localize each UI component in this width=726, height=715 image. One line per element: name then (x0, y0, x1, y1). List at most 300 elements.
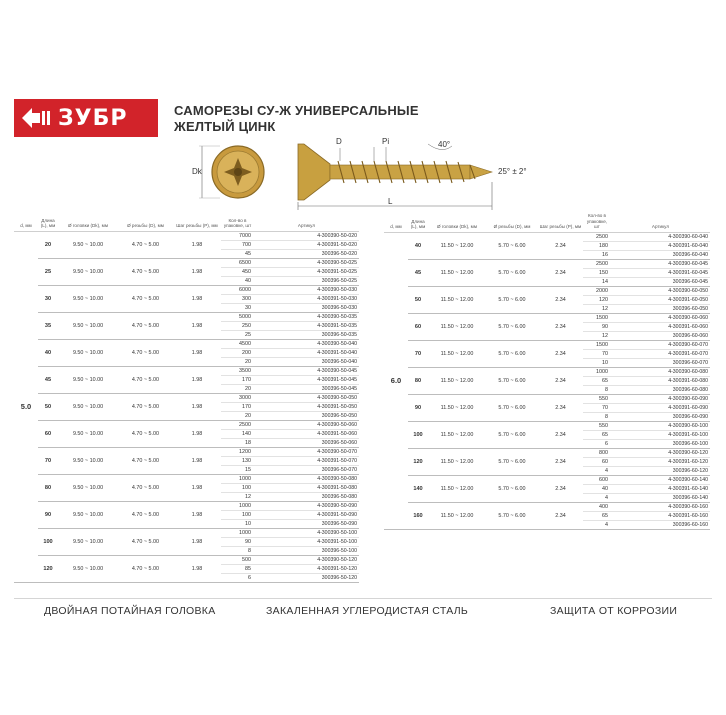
article-cell: 4-300390-50-040 (254, 339, 359, 348)
article-cell: 300396-50-090 (254, 519, 359, 528)
thread-diameter-cell: 4.70 ~ 5.00 (118, 339, 173, 366)
quantity-cell: 1000 (583, 367, 611, 376)
article-cell: 300396-50-060 (254, 438, 359, 447)
head-diameter-cell: 11.50 ~ 12.00 (428, 448, 486, 475)
table-row (384, 232, 710, 241)
table-row (384, 286, 710, 295)
quantity-cell: 14 (583, 277, 611, 286)
header-cell: Шаг резьбы (P), мм (173, 213, 221, 231)
header-cell: Кол-во в упаковке, шт (221, 213, 254, 231)
thread-diameter-cell: 4.70 ~ 5.00 (118, 231, 173, 258)
pi-label: Pi (382, 137, 390, 146)
quantity-cell: 20 (221, 357, 254, 366)
length-cell: 50 (408, 286, 428, 313)
quantity-cell: 10 (583, 358, 611, 367)
head-diameter-cell: 11.50 ~ 12.00 (428, 394, 486, 421)
pitch-cell: 2.34 (538, 313, 583, 340)
quantity-cell: 90 (221, 537, 254, 546)
article-cell: 4-300391-50-040 (254, 348, 359, 357)
header-cell: d, мм (384, 213, 408, 232)
article-cell: 4-300391-60-120 (611, 457, 710, 466)
article-cell: 300396-50-030 (254, 303, 359, 312)
table-row (14, 339, 359, 348)
quantity-cell: 700 (221, 240, 254, 249)
quantity-cell: 140 (221, 429, 254, 438)
angle-label: 40° (438, 140, 451, 149)
quantity-cell: 30 (221, 303, 254, 312)
article-cell: 300396-60-060 (611, 331, 710, 340)
head-diameter-cell: 9.50 ~ 10.00 (58, 285, 118, 312)
article-cell: 4-300390-60-070 (611, 340, 710, 349)
article-cell: 300396-50-040 (254, 357, 359, 366)
quantity-cell: 6500 (221, 258, 254, 267)
article-cell: 300396-60-140 (611, 493, 710, 502)
length-cell: 140 (408, 475, 428, 502)
article-cell: 300396-60-080 (611, 385, 710, 394)
quantity-cell: 2500 (583, 259, 611, 268)
article-cell: 4-300391-60-050 (611, 295, 710, 304)
quantity-cell: 90 (583, 322, 611, 331)
header-cell: Кол-во в упаковке, шт (583, 213, 611, 232)
quantity-cell: 1000 (221, 474, 254, 483)
length-cell: 30 (38, 285, 58, 312)
thread-diameter-cell: 5.70 ~ 6.00 (486, 367, 538, 394)
quantity-cell: 6 (221, 573, 254, 582)
length-cell: 40 (38, 339, 58, 366)
head-diameter-cell: 11.50 ~ 12.00 (428, 367, 486, 394)
length-cell: 45 (408, 259, 428, 286)
quantity-cell: 3000 (221, 393, 254, 402)
table-header-row (14, 213, 359, 231)
article-cell: 4-300390-50-100 (254, 528, 359, 537)
table-row (384, 259, 710, 268)
article-cell: 4-300391-60-045 (611, 268, 710, 277)
article-cell: 300396-50-120 (254, 573, 359, 582)
pitch-cell: 1.98 (173, 420, 221, 447)
article-cell: 300396-60-160 (611, 520, 710, 529)
header-cell: Длина (L), мм (408, 213, 428, 232)
quantity-cell: 2000 (583, 286, 611, 295)
header-cell: Артикул (611, 213, 710, 232)
thread-diameter-cell: 5.70 ~ 6.00 (486, 448, 538, 475)
quantity-cell: 6 (583, 439, 611, 448)
length-cell: 35 (38, 312, 58, 339)
thread-diameter-cell: 4.70 ~ 5.00 (118, 528, 173, 555)
article-cell: 4-300390-60-120 (611, 448, 710, 457)
header-cell: Ø резьбы (D), мм (486, 213, 538, 232)
thread-diameter-cell: 5.70 ~ 6.00 (486, 313, 538, 340)
thread-diameter-cell: 5.70 ~ 6.00 (486, 286, 538, 313)
quantity-cell: 16 (583, 250, 611, 259)
quantity-cell: 500 (221, 555, 254, 564)
head-diameter-cell: 9.50 ~ 10.00 (58, 258, 118, 285)
article-cell: 4-300390-50-080 (254, 474, 359, 483)
article-cell: 4-300391-50-045 (254, 375, 359, 384)
article-cell: 4-300391-60-140 (611, 484, 710, 493)
quantity-cell: 130 (221, 456, 254, 465)
table-row (384, 475, 710, 484)
article-cell: 300396-50-080 (254, 492, 359, 501)
thread-diameter-cell: 4.70 ~ 5.00 (118, 312, 173, 339)
table-row (14, 258, 359, 267)
quantity-cell: 170 (221, 375, 254, 384)
quantity-cell: 250 (221, 321, 254, 330)
quantity-cell: 12 (583, 331, 611, 340)
thread-diameter-cell: 5.70 ~ 6.00 (486, 421, 538, 448)
table-row (14, 231, 359, 240)
length-cell: 70 (38, 447, 58, 474)
head-diameter-cell: 11.50 ~ 12.00 (428, 340, 486, 367)
thread-diameter-cell: 4.70 ~ 5.00 (118, 420, 173, 447)
article-cell: 4-300390-60-045 (611, 259, 710, 268)
article-cell: 300396-60-070 (611, 358, 710, 367)
quantity-cell: 550 (583, 394, 611, 403)
pitch-cell: 1.98 (173, 258, 221, 285)
length-cell: 120 (38, 555, 58, 582)
quantity-cell: 10 (221, 519, 254, 528)
table-row (14, 312, 359, 321)
length-cell: 80 (38, 474, 58, 501)
quantity-cell: 85 (221, 564, 254, 573)
diameter-cell: 6.0 (384, 232, 408, 529)
table-row (14, 393, 359, 402)
article-cell: 4-300391-50-100 (254, 537, 359, 546)
article-cell: 4-300390-50-020 (254, 231, 359, 240)
feature-corrosion: ЗАЩИТА ОТ КОРРОЗИИ (550, 605, 678, 617)
quantity-cell: 65 (583, 376, 611, 385)
head-diameter-cell: 9.50 ~ 10.00 (58, 528, 118, 555)
table-row (384, 502, 710, 511)
quantity-cell: 45 (221, 249, 254, 258)
article-cell: 4-300391-50-030 (254, 294, 359, 303)
thread-diameter-cell: 4.70 ~ 5.00 (118, 501, 173, 528)
thread-diameter-cell: 4.70 ~ 5.00 (118, 555, 173, 582)
quantity-cell: 1500 (583, 313, 611, 322)
quantity-cell: 4500 (221, 339, 254, 348)
quantity-cell: 1500 (583, 340, 611, 349)
header-cell: d, мм (14, 213, 38, 231)
length-cell: 45 (38, 366, 58, 393)
dk-label: Dk (192, 167, 202, 176)
article-cell: 300396-50-070 (254, 465, 359, 474)
brand-logo-mark (22, 105, 52, 131)
head-diameter-cell: 9.50 ~ 10.00 (58, 366, 118, 393)
head-diameter-cell: 9.50 ~ 10.00 (58, 393, 118, 420)
article-cell: 4-300390-50-035 (254, 312, 359, 321)
table-header-row (384, 213, 710, 232)
pitch-cell: 2.34 (538, 340, 583, 367)
page-title (174, 103, 419, 135)
length-cell: 60 (408, 313, 428, 340)
table-row (384, 394, 710, 403)
quantity-cell: 1000 (221, 528, 254, 537)
article-cell: 300396-50-100 (254, 546, 359, 555)
head-diameter-cell: 9.50 ~ 10.00 (58, 501, 118, 528)
head-diameter-cell: 11.50 ~ 12.00 (428, 259, 486, 286)
screw-side-view (298, 144, 330, 200)
article-cell: 4-300391-60-080 (611, 376, 710, 385)
quantity-cell: 70 (583, 349, 611, 358)
length-cell: 90 (408, 394, 428, 421)
thread-diameter-cell: 5.70 ~ 6.00 (486, 259, 538, 286)
quantity-cell: 6000 (221, 285, 254, 294)
quantity-cell: 70 (583, 403, 611, 412)
article-cell: 4-300390-60-050 (611, 286, 710, 295)
quantity-cell: 7000 (221, 231, 254, 240)
article-cell: 4-300391-60-090 (611, 403, 710, 412)
d-label: D (336, 137, 342, 146)
quantity-cell: 4 (583, 493, 611, 502)
article-cell: 300396-60-050 (611, 304, 710, 313)
quantity-cell: 5000 (221, 312, 254, 321)
length-cell: 70 (408, 340, 428, 367)
length-cell: 90 (38, 501, 58, 528)
quantity-cell: 1200 (221, 447, 254, 456)
thread-diameter-cell: 4.70 ~ 5.00 (118, 285, 173, 312)
quantity-cell: 400 (583, 502, 611, 511)
table-row (384, 367, 710, 376)
pitch-cell: 1.98 (173, 447, 221, 474)
article-cell: 4-300391-60-070 (611, 349, 710, 358)
pitch-cell: 1.98 (173, 474, 221, 501)
article-cell: 4-300391-50-060 (254, 429, 359, 438)
quantity-cell: 20 (221, 384, 254, 393)
head-diameter-cell: 11.50 ~ 12.00 (428, 502, 486, 529)
length-cell: 50 (38, 393, 58, 420)
pitch-cell: 2.34 (538, 286, 583, 313)
brand-name: ЗУБР (58, 105, 128, 131)
head-diameter-cell: 9.50 ~ 10.00 (58, 555, 118, 582)
pitch-cell: 1.98 (173, 528, 221, 555)
article-cell: 4-300390-50-050 (254, 393, 359, 402)
length-cell: 20 (38, 231, 58, 258)
article-cell: 4-300390-50-120 (254, 555, 359, 564)
article-cell: 4-300390-60-140 (611, 475, 710, 484)
length-cell: 60 (38, 420, 58, 447)
spec-table-6mm (384, 213, 710, 530)
quantity-cell: 450 (221, 267, 254, 276)
quantity-cell: 25 (221, 330, 254, 339)
title-line-2: ЖЕЛТЫЙ ЦИНК (174, 119, 276, 134)
article-cell: 300396-60-040 (611, 250, 710, 259)
title-line-1: САМОРЕЗЫ СУ-Ж УНИВЕРСАЛЬНЫЕ (174, 103, 419, 118)
article-cell: 300396-60-100 (611, 439, 710, 448)
pitch-cell: 2.34 (538, 367, 583, 394)
table-row (14, 447, 359, 456)
pitch-cell: 1.98 (173, 339, 221, 366)
header-cell: Ø головки (Dk), мм (428, 213, 486, 232)
quantity-cell: 40 (583, 484, 611, 493)
article-cell: 4-300390-60-060 (611, 313, 710, 322)
quantity-cell: 4 (583, 466, 611, 475)
article-cell: 300396-60-045 (611, 277, 710, 286)
quantity-cell: 100 (221, 483, 254, 492)
length-cell: 25 (38, 258, 58, 285)
article-cell: 4-300391-60-160 (611, 511, 710, 520)
pitch-cell: 2.34 (538, 475, 583, 502)
article-cell: 300396-50-045 (254, 384, 359, 393)
thread-diameter-cell: 4.70 ~ 5.00 (118, 258, 173, 285)
article-cell: 4-300391-50-080 (254, 483, 359, 492)
article-cell: 4-300390-50-060 (254, 420, 359, 429)
header-cell: Ø головки (Dk), мм (58, 213, 118, 231)
head-diameter-cell: 9.50 ~ 10.00 (58, 312, 118, 339)
pitch-cell: 2.34 (538, 502, 583, 529)
quantity-cell: 60 (583, 457, 611, 466)
quantity-cell: 12 (583, 304, 611, 313)
length-cell: 160 (408, 502, 428, 529)
quantity-cell: 150 (583, 268, 611, 277)
article-cell: 4-300390-60-090 (611, 394, 710, 403)
quantity-cell: 2500 (583, 232, 611, 241)
article-cell: 4-300391-60-100 (611, 430, 710, 439)
thread-diameter-cell: 4.70 ~ 5.00 (118, 474, 173, 501)
quantity-cell: 8 (583, 385, 611, 394)
table-row (14, 285, 359, 294)
pitch-cell: 1.98 (173, 555, 221, 582)
head-diameter-cell: 11.50 ~ 12.00 (428, 475, 486, 502)
head-diameter-cell: 9.50 ~ 10.00 (58, 231, 118, 258)
head-diameter-cell: 11.50 ~ 12.00 (428, 313, 486, 340)
length-cell: 120 (408, 448, 428, 475)
article-cell: 4-300391-50-070 (254, 456, 359, 465)
quantity-cell: 8 (221, 546, 254, 555)
article-cell: 4-300391-50-020 (254, 240, 359, 249)
pitch-cell: 2.34 (538, 448, 583, 475)
table-row (384, 313, 710, 322)
article-cell: 300396-50-025 (254, 276, 359, 285)
article-cell: 300396-50-050 (254, 411, 359, 420)
feature-double-head: ДВОЙНАЯ ПОТАЙНАЯ ГОЛОВКА (44, 605, 216, 617)
length-cell: 80 (408, 367, 428, 394)
pitch-cell: 1.98 (173, 366, 221, 393)
quantity-cell: 120 (583, 295, 611, 304)
quantity-cell: 8 (583, 412, 611, 421)
thread-diameter-cell: 4.70 ~ 5.00 (118, 447, 173, 474)
thread-diameter-cell: 4.70 ~ 5.00 (118, 366, 173, 393)
article-cell: 4-300391-60-060 (611, 322, 710, 331)
brand-logo (14, 99, 158, 137)
quantity-cell: 15 (221, 465, 254, 474)
thread-diameter-cell: 5.70 ~ 6.00 (486, 502, 538, 529)
header-cell: Длина (L), мм (38, 213, 58, 231)
article-cell: 4-300390-60-160 (611, 502, 710, 511)
pitch-cell: 2.34 (538, 421, 583, 448)
pitch-cell: 1.98 (173, 501, 221, 528)
table-row (384, 421, 710, 430)
head-diameter-cell: 11.50 ~ 12.00 (428, 421, 486, 448)
table-row (14, 501, 359, 510)
article-cell: 4-300390-50-030 (254, 285, 359, 294)
article-cell: 4-300390-60-040 (611, 232, 710, 241)
quantity-cell: 180 (583, 241, 611, 250)
diameter-cell: 5.0 (14, 231, 38, 582)
quantity-cell: 100 (221, 510, 254, 519)
thread-diameter-cell: 5.70 ~ 6.00 (486, 232, 538, 259)
quantity-cell: 2500 (221, 420, 254, 429)
article-cell: 300396-50-020 (254, 249, 359, 258)
quantity-cell: 40 (221, 276, 254, 285)
article-cell: 300396-60-120 (611, 466, 710, 475)
quantity-cell: 65 (583, 430, 611, 439)
article-cell: 4-300391-50-090 (254, 510, 359, 519)
head-diameter-cell: 9.50 ~ 10.00 (58, 420, 118, 447)
head-diameter-cell: 9.50 ~ 10.00 (58, 474, 118, 501)
article-cell: 4-300390-50-025 (254, 258, 359, 267)
header-cell: Шаг резьбы (P), мм (538, 213, 583, 232)
quantity-cell: 12 (221, 492, 254, 501)
thread-diameter-cell: 4.70 ~ 5.00 (118, 393, 173, 420)
table-row (384, 448, 710, 457)
screw-diagram (190, 134, 540, 214)
length-cell: 40 (408, 232, 428, 259)
header-cell: Артикул (254, 213, 359, 231)
head-diameter-cell: 9.50 ~ 10.00 (58, 447, 118, 474)
length-label: L (388, 197, 393, 206)
article-cell: 4-300391-60-040 (611, 241, 710, 250)
article-cell: 4-300390-50-070 (254, 447, 359, 456)
feature-hardened-steel: ЗАКАЛЕННАЯ УГЛЕРОДИСТАЯ СТАЛЬ (266, 605, 469, 617)
head-diameter-cell: 9.50 ~ 10.00 (58, 339, 118, 366)
table-row (14, 528, 359, 537)
length-cell: 100 (408, 421, 428, 448)
pitch-cell: 2.34 (538, 394, 583, 421)
quantity-cell: 200 (221, 348, 254, 357)
length-cell: 100 (38, 528, 58, 555)
quantity-cell: 300 (221, 294, 254, 303)
table-row (14, 366, 359, 375)
tip-angle-label: 25° ± 2° (498, 167, 527, 176)
quantity-cell: 1000 (221, 501, 254, 510)
quantity-cell: 170 (221, 402, 254, 411)
thread-diameter-cell: 5.70 ~ 6.00 (486, 475, 538, 502)
quantity-cell: 800 (583, 448, 611, 457)
article-cell: 4-300391-50-050 (254, 402, 359, 411)
article-cell: 4-300390-50-045 (254, 366, 359, 375)
article-cell: 4-300390-50-090 (254, 501, 359, 510)
spec-table-5mm (14, 213, 359, 583)
thread-diameter-cell: 5.70 ~ 6.00 (486, 340, 538, 367)
footer-divider (14, 598, 712, 599)
table-row (14, 474, 359, 483)
article-cell: 300396-50-035 (254, 330, 359, 339)
table-row (384, 340, 710, 349)
quantity-cell: 600 (583, 475, 611, 484)
pitch-cell: 2.34 (538, 259, 583, 286)
header-cell: Ø резьбы (D), мм (118, 213, 173, 231)
table-row (14, 420, 359, 429)
quantity-cell: 4 (583, 520, 611, 529)
article-cell: 4-300390-60-100 (611, 421, 710, 430)
quantity-cell: 3500 (221, 366, 254, 375)
article-cell: 4-300391-50-035 (254, 321, 359, 330)
quantity-cell: 18 (221, 438, 254, 447)
thread-diameter-cell: 5.70 ~ 6.00 (486, 394, 538, 421)
article-cell: 300396-60-090 (611, 412, 710, 421)
article-cell: 4-300391-50-025 (254, 267, 359, 276)
article-cell: 4-300391-50-120 (254, 564, 359, 573)
quantity-cell: 550 (583, 421, 611, 430)
head-diameter-cell: 11.50 ~ 12.00 (428, 232, 486, 259)
pitch-cell: 1.98 (173, 285, 221, 312)
pitch-cell: 1.98 (173, 393, 221, 420)
table-row (14, 555, 359, 564)
quantity-cell: 65 (583, 511, 611, 520)
pitch-cell: 1.98 (173, 312, 221, 339)
pitch-cell: 2.34 (538, 232, 583, 259)
quantity-cell: 20 (221, 411, 254, 420)
head-diameter-cell: 11.50 ~ 12.00 (428, 286, 486, 313)
